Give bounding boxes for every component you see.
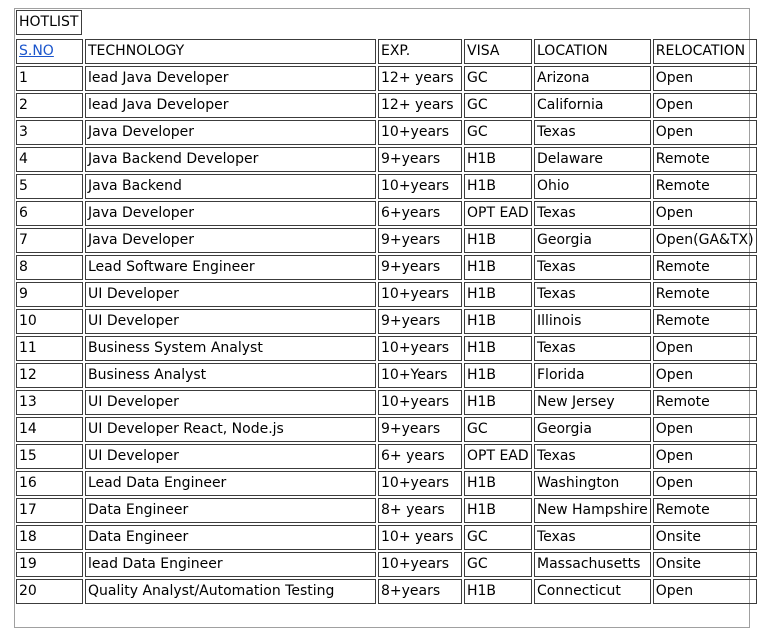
- cell-exp: 10+years: [378, 174, 462, 199]
- table-row: [16, 228, 757, 253]
- table-row: [16, 390, 757, 415]
- header-sno[interactable]: [16, 39, 83, 64]
- cell-relocation: Remote: [653, 147, 757, 172]
- table-row: [16, 336, 757, 361]
- table-row: [16, 417, 757, 442]
- cell-location: Ohio: [534, 174, 651, 199]
- sno-sort-link[interactable]: S.NO: [19, 43, 54, 59]
- cell-sno: 20: [16, 579, 83, 604]
- table-row: [16, 579, 757, 604]
- cell-exp: 9+years: [378, 309, 462, 334]
- table-row: [16, 255, 757, 280]
- cell-location: New Jersey: [534, 390, 651, 415]
- hotlist-title: HOTLIST: [16, 10, 82, 35]
- cell-visa: H1B: [464, 579, 532, 604]
- cell-visa: GC: [464, 66, 532, 91]
- cell-visa: H1B: [464, 471, 532, 496]
- cell-sno: 19: [16, 552, 83, 577]
- table-row: [16, 201, 757, 226]
- cell-location: Delaware: [534, 147, 651, 172]
- header-location: LOCATION: [534, 39, 651, 64]
- cell-location: California: [534, 93, 651, 118]
- cell-relocation: Open: [653, 471, 757, 496]
- cell-technology: Data Engineer: [85, 498, 376, 523]
- cell-exp: 6+years: [378, 201, 462, 226]
- cell-technology: UI Developer React, Node.js: [85, 417, 376, 442]
- cell-technology: UI Developer: [85, 444, 376, 469]
- cell-sno: 6: [16, 201, 83, 226]
- cell-visa: H1B: [464, 174, 532, 199]
- cell-visa: H1B: [464, 363, 532, 388]
- cell-sno: 13: [16, 390, 83, 415]
- table-row: [16, 93, 757, 118]
- cell-visa: GC: [464, 120, 532, 145]
- cell-exp: 9+years: [378, 228, 462, 253]
- cell-technology: Business Analyst: [85, 363, 376, 388]
- cell-sno: 5: [16, 174, 83, 199]
- cell-relocation: Onsite: [653, 525, 757, 550]
- cell-relocation: Open: [653, 201, 757, 226]
- header-exp: EXP.: [378, 39, 462, 64]
- cell-relocation: Open: [653, 579, 757, 604]
- cell-technology: Business System Analyst: [85, 336, 376, 361]
- cell-exp: 10+ years: [378, 525, 462, 550]
- cell-location: Texas: [534, 120, 651, 145]
- cell-relocation: Remote: [653, 174, 757, 199]
- cell-technology: Java Developer: [85, 201, 376, 226]
- cell-relocation: Open(GA&TX): [653, 228, 757, 253]
- cell-location: Texas: [534, 444, 651, 469]
- cell-exp: 8+ years: [378, 498, 462, 523]
- cell-technology: UI Developer: [85, 390, 376, 415]
- cell-technology: UI Developer: [85, 282, 376, 307]
- table-row: [16, 120, 757, 145]
- table-row: [16, 174, 757, 199]
- cell-location: Texas: [534, 255, 651, 280]
- cell-location: Texas: [534, 201, 651, 226]
- table-row: [16, 525, 757, 550]
- cell-exp: 10+years: [378, 336, 462, 361]
- cell-location: Connecticut: [534, 579, 651, 604]
- cell-technology: Lead Data Engineer: [85, 471, 376, 496]
- cell-technology: UI Developer: [85, 309, 376, 334]
- cell-technology: lead Java Developer: [85, 93, 376, 118]
- cell-exp: 10+years: [378, 390, 462, 415]
- table-row: [16, 363, 757, 388]
- cell-visa: H1B: [464, 309, 532, 334]
- cell-relocation: Remote: [653, 282, 757, 307]
- cell-relocation: Open: [653, 93, 757, 118]
- cell-visa: H1B: [464, 498, 532, 523]
- table-row: [16, 471, 757, 496]
- table-row: [16, 282, 757, 307]
- cell-location: Massachusetts: [534, 552, 651, 577]
- cell-relocation: Open: [653, 363, 757, 388]
- cell-location: Texas: [534, 525, 651, 550]
- cell-relocation: Onsite: [653, 552, 757, 577]
- cell-exp: 12+ years: [378, 66, 462, 91]
- cell-relocation: Open: [653, 444, 757, 469]
- cell-visa: H1B: [464, 336, 532, 361]
- cell-visa: OPT EAD: [464, 444, 532, 469]
- cell-visa: H1B: [464, 390, 532, 415]
- table-row: [16, 309, 757, 334]
- cell-technology: Java Developer: [85, 228, 376, 253]
- cell-visa: H1B: [464, 282, 532, 307]
- cell-exp: 10+years: [378, 120, 462, 145]
- cell-exp: 6+ years: [378, 444, 462, 469]
- cell-technology: lead Java Developer: [85, 66, 376, 91]
- cell-sno: 17: [16, 498, 83, 523]
- cell-sno: 7: [16, 228, 83, 253]
- cell-visa: OPT EAD: [464, 201, 532, 226]
- cell-technology: Quality Analyst/Automation Testing: [85, 579, 376, 604]
- cell-sno: 11: [16, 336, 83, 361]
- table-row: [16, 66, 757, 91]
- cell-location: Texas: [534, 336, 651, 361]
- header-visa: VISA: [464, 39, 532, 64]
- cell-location: Georgia: [534, 417, 651, 442]
- cell-sno: 12: [16, 363, 83, 388]
- cell-sno: 2: [16, 93, 83, 118]
- cell-technology: lead Data Engineer: [85, 552, 376, 577]
- cell-visa: H1B: [464, 255, 532, 280]
- cell-relocation: Remote: [653, 255, 757, 280]
- cell-location: New Hampshire: [534, 498, 651, 523]
- cell-relocation: Remote: [653, 390, 757, 415]
- cell-sno: 3: [16, 120, 83, 145]
- cell-exp: 9+years: [378, 255, 462, 280]
- cell-exp: 10+years: [378, 552, 462, 577]
- cell-sno: 10: [16, 309, 83, 334]
- cell-location: Illinois: [534, 309, 651, 334]
- cell-sno: 9: [16, 282, 83, 307]
- cell-visa: GC: [464, 525, 532, 550]
- cell-sno: 15: [16, 444, 83, 469]
- cell-sno: 14: [16, 417, 83, 442]
- cell-visa: H1B: [464, 147, 532, 172]
- cell-exp: 8+years: [378, 579, 462, 604]
- cell-visa: GC: [464, 552, 532, 577]
- cell-location: Georgia: [534, 228, 651, 253]
- cell-technology: Lead Software Engineer: [85, 255, 376, 280]
- cell-visa: H1B: [464, 228, 532, 253]
- cell-sno: 18: [16, 525, 83, 550]
- cell-sno: 1: [16, 66, 83, 91]
- cell-visa: GC: [464, 417, 532, 442]
- table-row: [16, 444, 757, 469]
- cell-visa: GC: [464, 93, 532, 118]
- cell-relocation: Open: [653, 120, 757, 145]
- table-row: [16, 552, 757, 577]
- table-row: [16, 498, 757, 523]
- cell-exp: 10+years: [378, 282, 462, 307]
- cell-sno: 4: [16, 147, 83, 172]
- cell-technology: Java Backend: [85, 174, 376, 199]
- cell-sno: 8: [16, 255, 83, 280]
- cell-exp: 9+years: [378, 147, 462, 172]
- hotlist-table: [14, 37, 759, 606]
- cell-sno: 16: [16, 471, 83, 496]
- cell-relocation: Remote: [653, 309, 757, 334]
- cell-relocation: Open: [653, 336, 757, 361]
- cell-relocation: Open: [653, 66, 757, 91]
- cell-technology: Java Developer: [85, 120, 376, 145]
- cell-exp: 9+years: [378, 417, 462, 442]
- cell-location: Florida: [534, 363, 651, 388]
- cell-exp: 10+years: [378, 471, 462, 496]
- table-row: [16, 147, 757, 172]
- cell-relocation: Open: [653, 417, 757, 442]
- cell-location: Texas: [534, 282, 651, 307]
- cell-exp: 12+ years: [378, 93, 462, 118]
- cell-relocation: Remote: [653, 498, 757, 523]
- cell-technology: Java Backend Developer: [85, 147, 376, 172]
- cell-location: Arizona: [534, 66, 651, 91]
- header-row: [16, 39, 757, 64]
- cell-technology: Data Engineer: [85, 525, 376, 550]
- header-relocation: RELOCATION: [653, 39, 757, 64]
- cell-location: Washington: [534, 471, 651, 496]
- hotlist-rows: [16, 66, 757, 604]
- header-technology: TECHNOLOGY: [85, 39, 376, 64]
- cell-exp: 10+Years: [378, 363, 462, 388]
